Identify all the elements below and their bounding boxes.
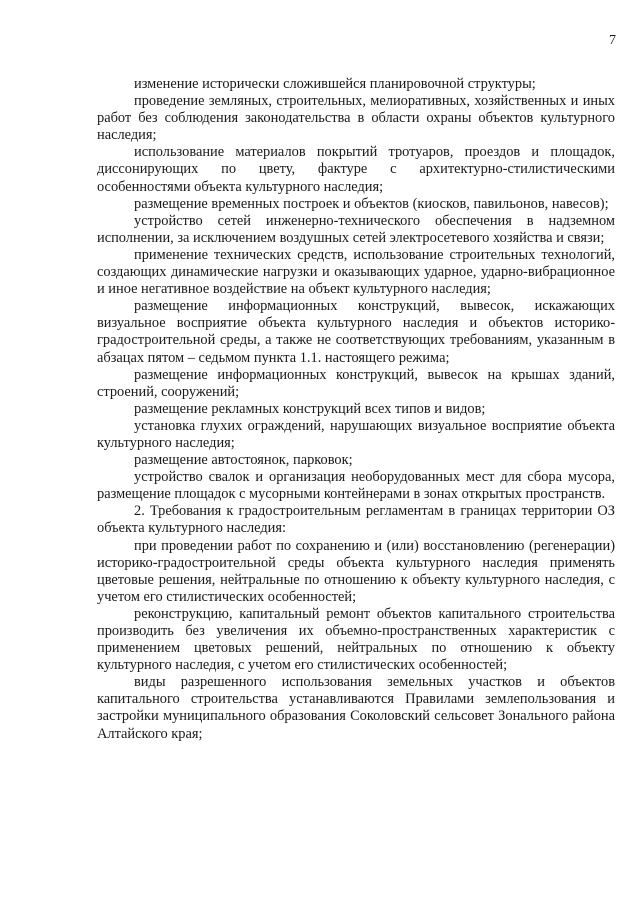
section-heading: 2. Требования к градостроительным регламентам в границах территории ОЗ объекта культурного наследия: <box>97 503 615 537</box>
paragraph: размещение рекламных конструкций всех типов и видов; <box>134 400 486 417</box>
document-body <box>97 76 615 743</box>
paragraph: размещение автостоянок, парковок; <box>134 452 353 469</box>
paragraph: установка глухих ограждений, нарушающих визуальное восприятие объекта культурного наследия; <box>97 417 615 451</box>
paragraph: изменение исторически сложившейся планировочной структуры; <box>134 76 536 92</box>
paragraph: применение технических средств, использование строительных технологий, создающих динамические нагрузки и оказывающих ударное, ударно-вибрационное и иное негативное воздействие на объект культурного наследия; <box>97 246 615 298</box>
paragraph: при проведении работ по сохранению и (или) восстановлению (регенерации) историко-градостроительной среды объекта культурного наследия применять цветовые решения, нейтральные по отношению к объекту культурного наследия, с учетом его стилистических особенностей; <box>97 537 615 605</box>
paragraph: реконструкцию, капитальный ремонт объектов капитального строительства производить без увеличения их объемно-пространственных характеристик с применением цветовых решений, нейтральных по отношению к объекту культурного наследия, с учетом его стилистических особенностей; <box>97 605 615 674</box>
paragraph: виды разрешенного использования земельных участков и объектов капитального строительства устанавливаются Правилами землепользования и застройки муниципального образования Соколовский сельсовет Зонального района Алтайского края; <box>97 674 615 742</box>
paragraph: устройство свалок и организация необорудованных мест для сбора мусора, размещение площадок с мусорными контейнерами в зонах открытых пространств. <box>97 469 615 503</box>
paragraph: размещение информационных конструкций, вывесок на крышах зданий, строений, сооружений; <box>97 366 615 400</box>
page-number: 7 <box>609 33 616 48</box>
paragraph: размещение информационных конструкций, вывесок, искажающих визуальное восприятие объекта культурного наследия и объектов историко-градостроительной среды, а также не соответствующих требованиям, указанным в абзацах пятом – седьмом пункта 1.1. настоящего режима; <box>97 298 615 366</box>
paragraph: размещение временных построек и объектов (киосков, павильонов, навесов); <box>134 195 609 212</box>
paragraph: проведение земляных, строительных, мелиоративных, хозяйственных и иных работ без соблюдения законодательства в области охраны объектов культурного наследия; <box>97 93 615 144</box>
paragraph: использование материалов покрытий тротуаров, проездов и площадок, диссонирующих по цвету, фактуре с архитектурно-стилистическими особенностями объекта культурного наследия; <box>97 144 615 195</box>
paragraph: устройство сетей инженерно-технического обеспечения в надземном исполнении, за исключением воздушных сетей электросетевого хозяйства и связи; <box>97 212 615 246</box>
